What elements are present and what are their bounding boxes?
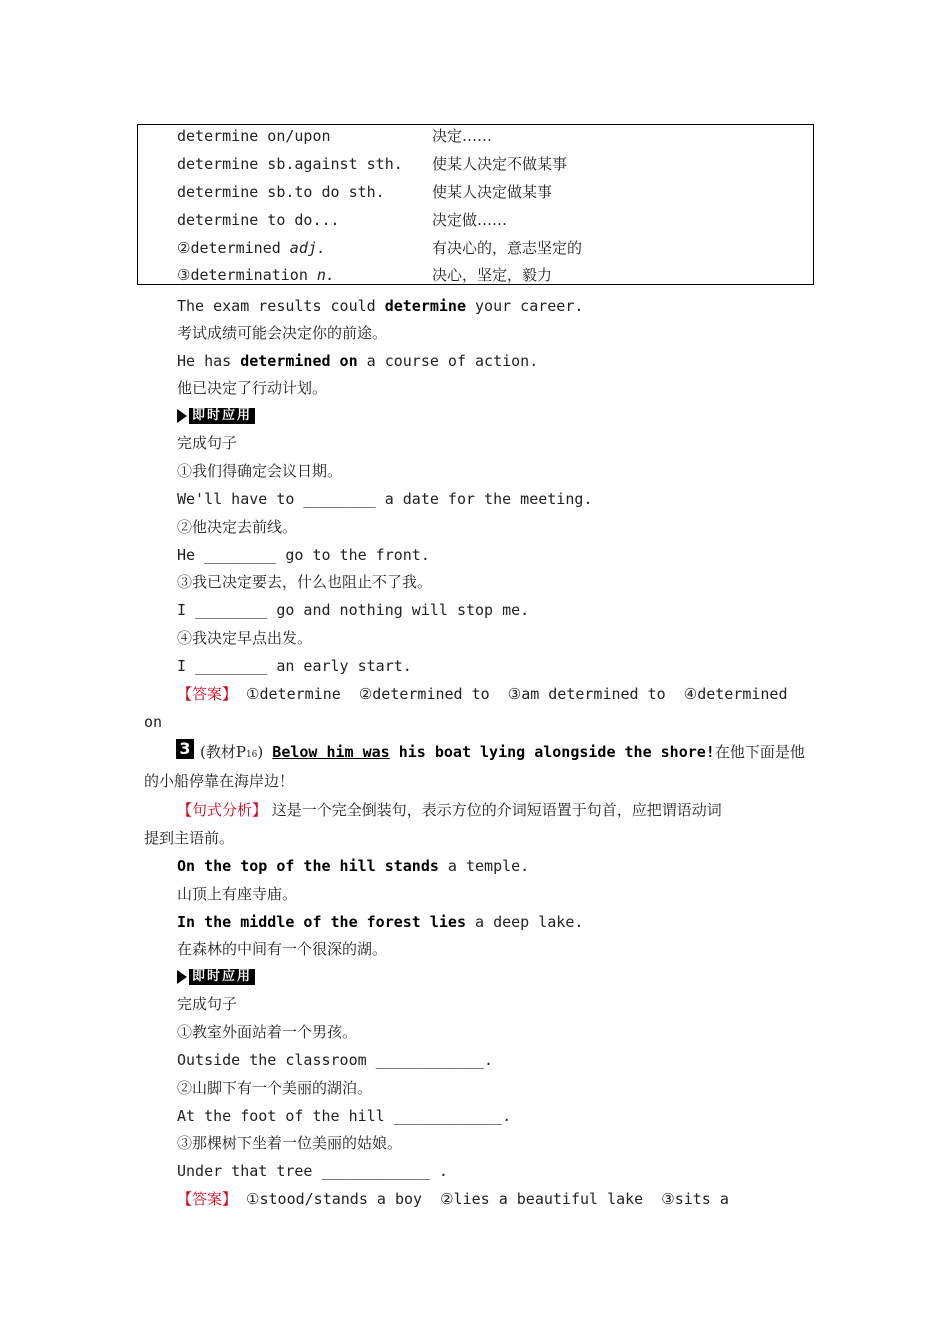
keyword: determined on xyxy=(240,352,358,370)
keyword: determine xyxy=(384,297,466,315)
practice-tag-label: 即时应用 xyxy=(189,408,255,424)
example-translation: 在森林的中间有一个很深的湖。 xyxy=(177,940,388,958)
table-row-zh: 决定做…… xyxy=(432,211,508,229)
word-text: ③determination xyxy=(177,266,317,284)
answer-text: ①stood/stands a boy ②lies a beautiful lake ③sits a xyxy=(237,1190,729,1208)
practice-item-zh: ①我们得确定会议日期。 xyxy=(177,462,343,480)
example-sentence xyxy=(177,856,529,876)
table-row-en xyxy=(177,238,326,258)
source-page: 16 xyxy=(245,750,258,760)
sentence-rest: his boat lying alongside the shore! xyxy=(389,743,715,761)
word-text: ②determined xyxy=(177,239,290,257)
part-of-speech: adj. xyxy=(289,239,326,257)
example-translation: 山顶上有座寺庙。 xyxy=(177,885,298,903)
answer-label: 【答案】 xyxy=(177,1190,238,1208)
practice-item-en: Under that tree ____________ . xyxy=(177,1162,448,1180)
example-translation: 他已决定了行动计划。 xyxy=(177,379,328,397)
text: The exam results could xyxy=(177,297,385,315)
source-ref-close: ) xyxy=(257,743,264,761)
table-row-zh: 有决心的，意志坚定的 xyxy=(432,239,583,257)
table-row-zh: 决定…… xyxy=(432,127,493,145)
table-row-zh: 决心，坚定，毅力 xyxy=(432,266,553,284)
example-sentence xyxy=(177,351,538,371)
sentence-translation: 在他下面是他 xyxy=(714,743,805,761)
part-of-speech: n. xyxy=(316,266,335,284)
table-row-en: determine sb.to do sth. xyxy=(177,183,385,201)
analysis-line xyxy=(177,800,722,820)
text: He has xyxy=(177,352,241,370)
practice-item-zh: ②他决定去前线。 xyxy=(177,518,298,536)
answer-line: on xyxy=(144,713,163,731)
key-sentence xyxy=(263,743,715,761)
practice-heading: 完成句子 xyxy=(177,434,238,452)
practice-item-zh: ③我已决定要去，什么也阻止不了我。 xyxy=(177,573,433,591)
answer-text: ①determine ②determined to ③am determined to ④determined xyxy=(237,685,788,703)
practice-item-en: We'll have to ________ a date for the meeting. xyxy=(177,490,593,508)
practice-tag-label: 即时应用 xyxy=(189,969,255,985)
answer-label: 【答案】 xyxy=(177,685,238,703)
analysis-text: 这是一个完全倒装句，表示方位的介词短语置于句首，应把谓语动词 xyxy=(267,801,722,819)
example-sentence xyxy=(177,296,583,316)
arrow-icon xyxy=(177,409,187,423)
point-sentence xyxy=(200,742,805,765)
answer-line xyxy=(177,1189,729,1209)
table-row-en: determine sb.against sth. xyxy=(177,155,403,173)
point-number-badge: 3 xyxy=(176,739,194,759)
analysis-line-cont: 提到主语前。 xyxy=(144,829,235,847)
table-row-zh: 使某人决定不做某事 xyxy=(432,155,568,173)
example-sentence xyxy=(177,912,583,932)
table-row-en: determine to do... xyxy=(177,211,340,229)
practice-item-zh: ②山脚下有一个美丽的湖泊。 xyxy=(177,1079,373,1097)
practice-item-en: At the foot of the hill ____________. xyxy=(177,1107,512,1125)
practice-item-zh: ③那棵树下坐着一位美丽的姑娘。 xyxy=(177,1134,403,1152)
practice-item-en: Outside the classroom ____________. xyxy=(177,1051,494,1069)
text: a temple. xyxy=(438,857,530,875)
table-row-en: determine on/upon xyxy=(177,127,331,145)
inverted-phrase: Below him was xyxy=(272,743,390,761)
practice-item-zh: ①教室外面站着一个男孩。 xyxy=(177,1023,358,1041)
practice-item-zh: ④我决定早点出发。 xyxy=(177,629,313,647)
practice-item-en: He ________ go to the front. xyxy=(177,546,430,564)
text: your career. xyxy=(466,297,584,315)
practice-tag xyxy=(177,969,255,985)
practice-item-en: I ________ go and nothing will stop me. xyxy=(177,601,530,619)
example-translation: 考试成绩可能会决定你的前途。 xyxy=(177,324,388,342)
vocabulary-table xyxy=(137,124,814,285)
source-ref: (教材P xyxy=(200,743,246,761)
table-row-zh: 使某人决定做某事 xyxy=(432,183,553,201)
practice-tag xyxy=(177,408,255,424)
arrow-icon xyxy=(177,970,187,984)
analysis-label: 【句式分析】 xyxy=(177,801,268,819)
table-row-en xyxy=(177,265,335,285)
keyword: In the middle of the forest lies xyxy=(177,913,466,931)
practice-heading: 完成句子 xyxy=(177,995,238,1013)
text: a course of action. xyxy=(357,352,539,370)
sentence-translation-cont: 的小船停靠在海岸边！ xyxy=(144,772,295,790)
practice-item-en: I ________ an early start. xyxy=(177,657,412,675)
keyword: On the top of the hill stands xyxy=(177,857,439,875)
answer-line xyxy=(177,684,788,704)
text: a deep lake. xyxy=(465,913,584,931)
